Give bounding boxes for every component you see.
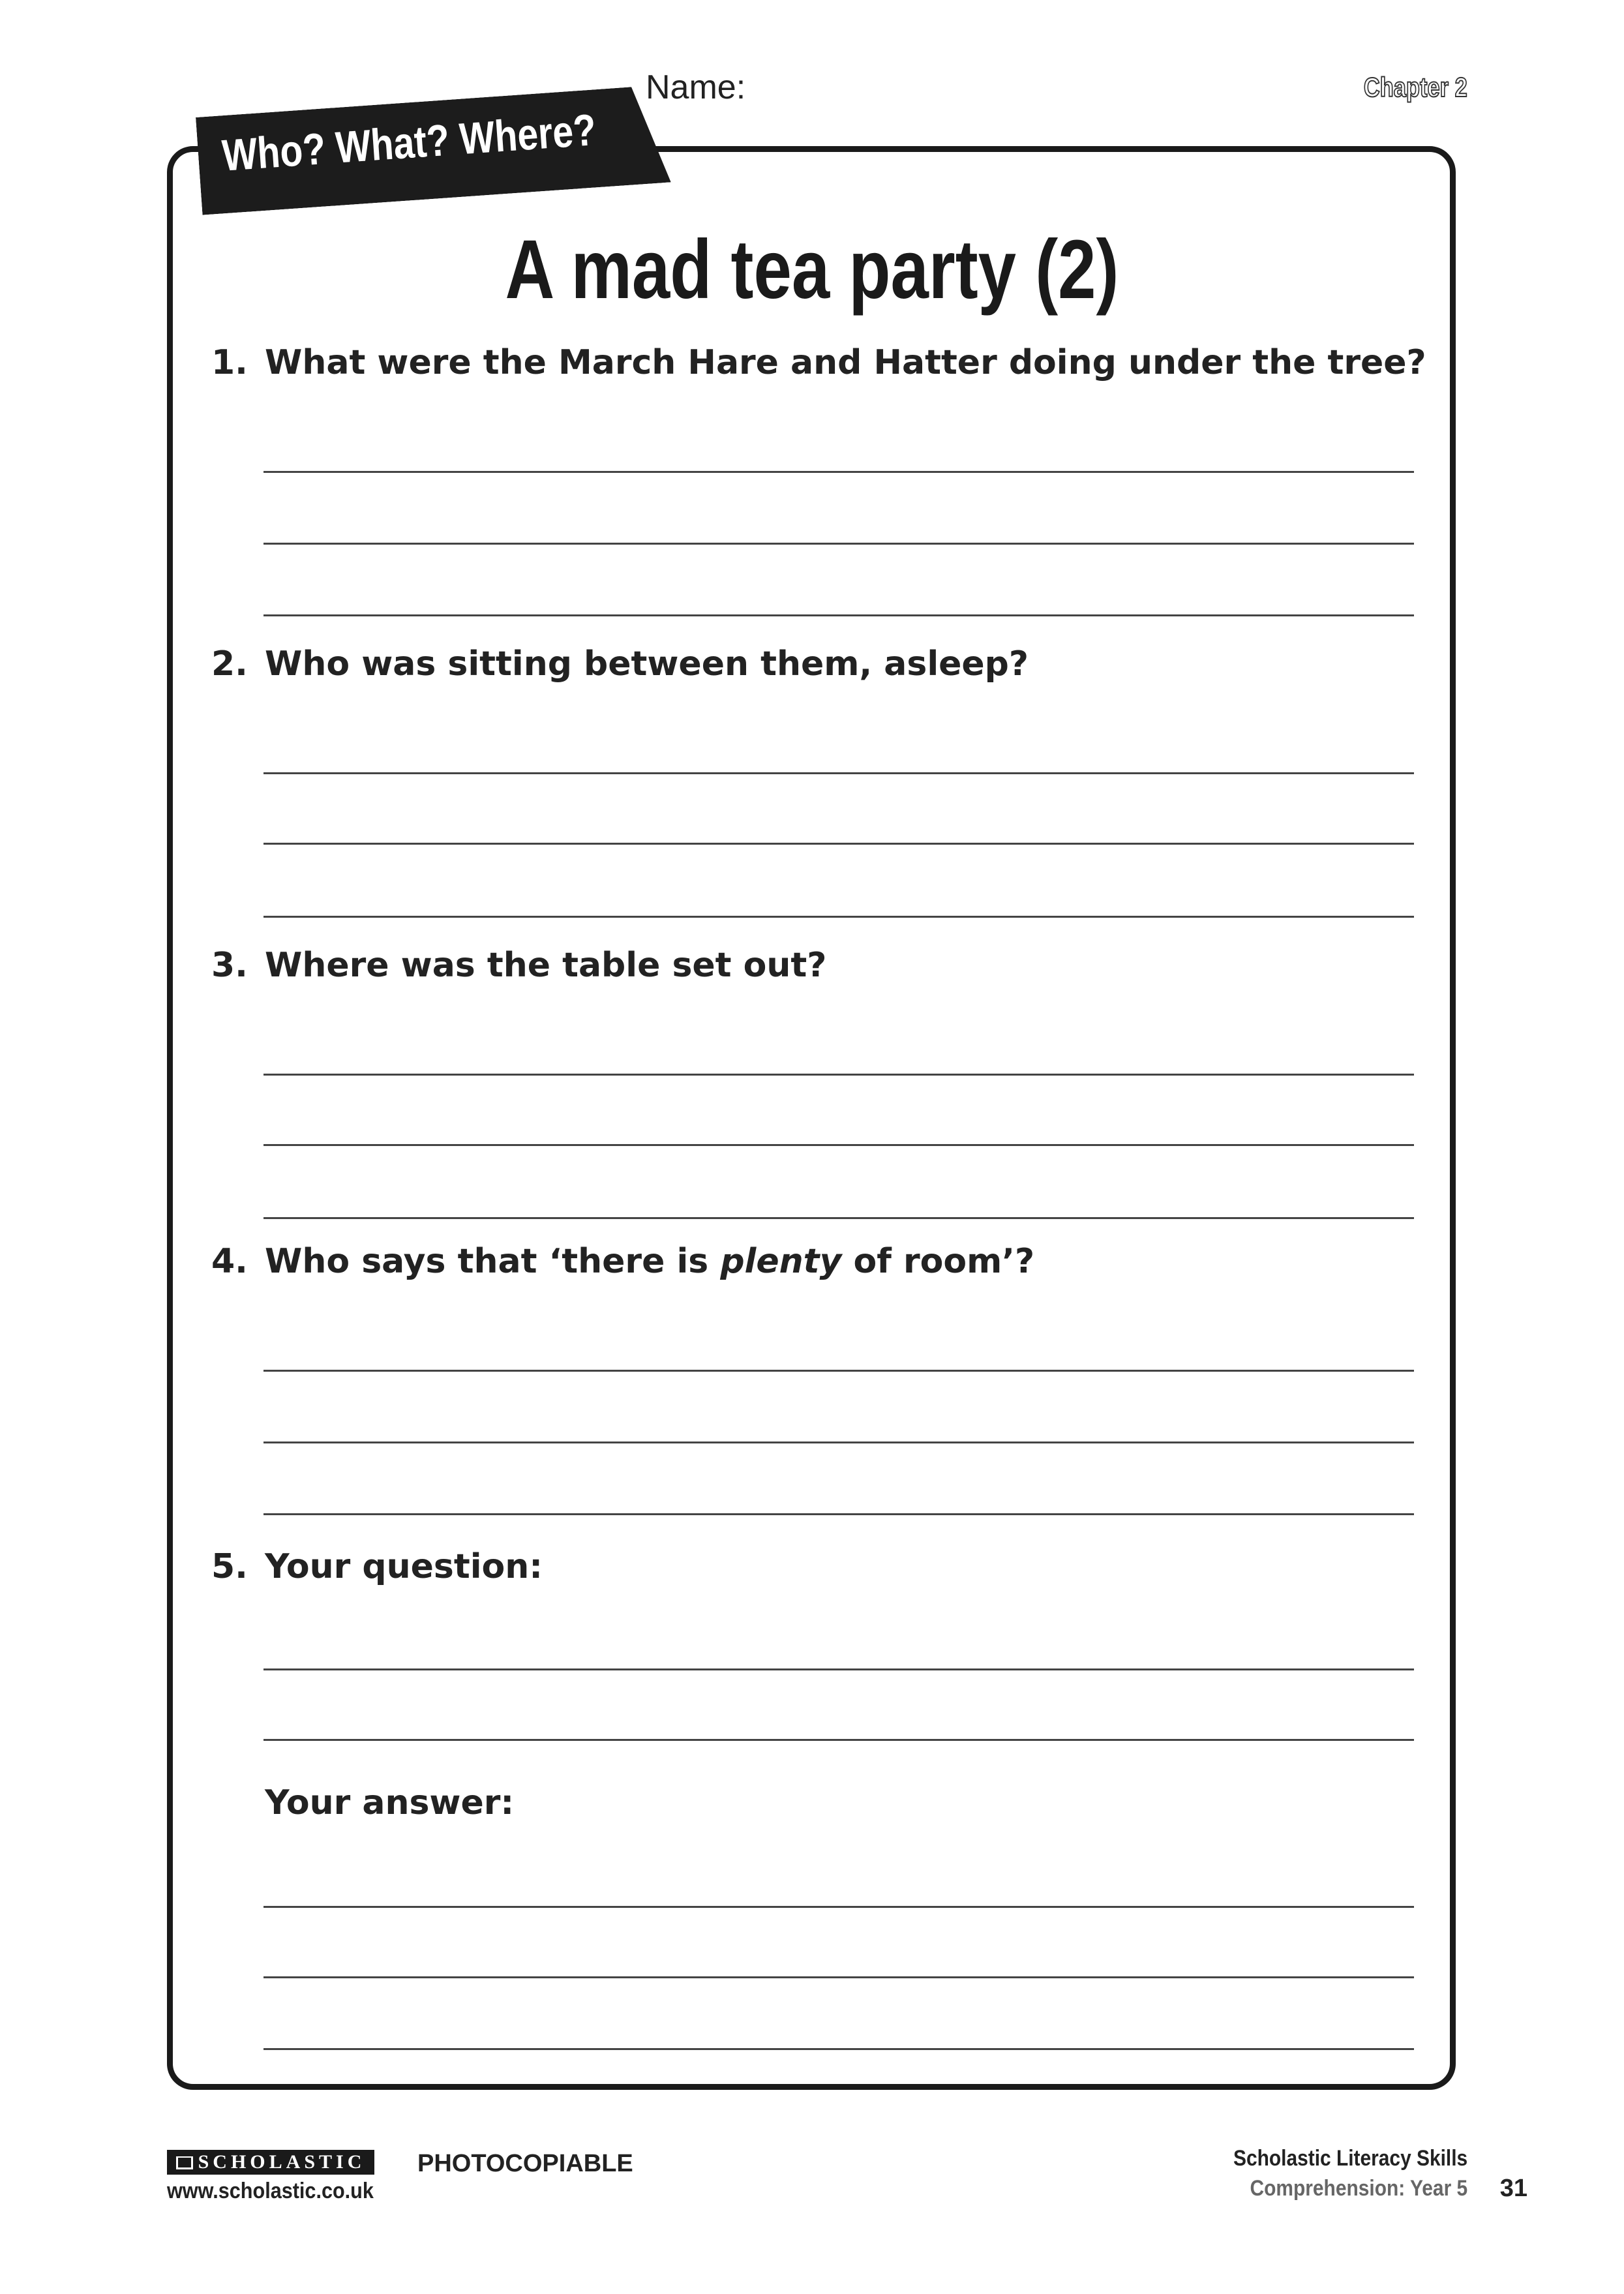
question-text-end: of room’? [841,1242,1035,1281]
question-number: 2. [211,644,248,684]
photocopiable-label: PHOTOCOPIABLE [417,2150,633,2177]
answer-line[interactable] [263,2048,1414,2050]
question-text: Where was the table set out? [265,946,827,985]
question-text: Your question: [265,1547,543,1586]
question-number: 5. [211,1547,248,1586]
question-text: Who was sitting between them, asleep? [265,644,1029,684]
answer-line[interactable] [263,1144,1414,1146]
question-4 [211,1242,1034,1281]
question-number: 3. [211,946,248,985]
answer-line[interactable] [263,916,1414,918]
publisher-website: www.scholastic.co.uk [167,2179,374,2203]
series-subtitle: Comprehension: Year 5 [1250,2176,1467,2201]
name-label: Name: [646,68,746,106]
question-text: What were the March Hare and Hatter doing under the tree? [265,343,1426,382]
answer-line[interactable] [263,1906,1414,1908]
answer-line[interactable] [263,772,1414,774]
chapter-label: Chapter 2 [1364,72,1467,102]
question-1 [211,343,1426,382]
publisher-logo [167,2150,374,2175]
question-line[interactable] [263,1668,1414,1670]
answer-line[interactable] [263,1976,1414,1978]
answer-line[interactable] [263,1441,1414,1443]
question-5 [211,1547,543,1586]
publisher-logo-text: SCHOLASTIC [198,2151,366,2173]
answer-line[interactable] [263,1217,1414,1219]
book-icon [176,2156,193,2169]
section-banner-text: Who? What? Where? [220,104,598,181]
answer-label: Your answer: [265,1783,515,1822]
question-text: Who says that ‘there is [265,1242,721,1281]
question-number: 1. [211,343,248,382]
answer-line[interactable] [263,1370,1414,1372]
worksheet-title: A mad tea party (2) [505,223,1119,316]
answer-line[interactable] [263,1074,1414,1076]
question-line[interactable] [263,1739,1414,1741]
answer-line[interactable] [263,614,1414,616]
answer-line[interactable] [263,471,1414,473]
answer-line[interactable] [263,1513,1414,1515]
question-number: 4. [211,1242,248,1281]
question-emphasis: plenty [720,1242,842,1281]
series-title: Scholastic Literacy Skills [1233,2146,1467,2171]
answer-line[interactable] [263,843,1414,845]
question-3 [211,946,826,985]
page-number: 31 [1499,2175,1527,2202]
question-2 [211,644,1029,684]
answer-line[interactable] [263,543,1414,545]
